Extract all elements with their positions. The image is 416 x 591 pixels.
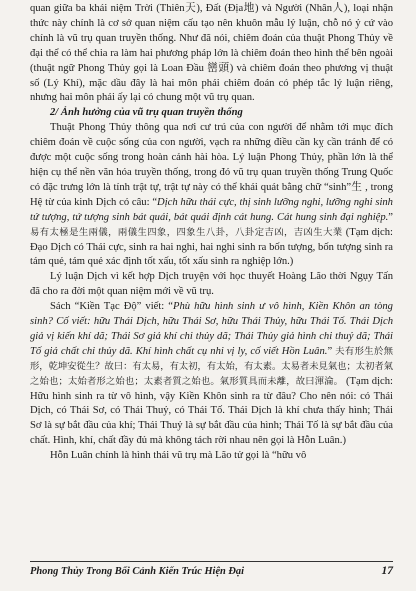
paragraph-2-translation: (Tạm dịch: Đạo Dịch có Thái cực, sinh ra hai nghi, hai nghi sinh ra bốn tượng, bốn tượng sinh ra tám quẻ, tám quẻ xác định tốt xấu, tốt xấu sinh ra nghiệp lớn.): [30, 226, 393, 268]
paragraph-4-text: Sách “Kiền Tạc Độ” viết: “: [50, 301, 173, 313]
paragraph-2: [30, 121, 393, 270]
paragraph-2-text: Thuật Phong Thủy thông qua nơi cư trú của con người để nhằm tới mục đích chiêm đoán về cuộc sống của con người, vạch ra những điều cần kỵ cần tránh để có được một cuộc sống trong hoàn cảnh hài hòa. Lý luận Phong Thủy, phần lớn là thể hiện cụ thể nền văn hóa truyền thống, trong đó vũ trụ quan truyền thống Trung Quốc có đặc trưng lớn là tính trật tự, trật tự này có thể khái quát bằng chữ “sinh”生 , trong Hệ từ của kinh Dịch có câu: “: [30, 122, 393, 208]
footer-divider: [30, 561, 393, 562]
body-text: [30, 2, 393, 464]
footer-book-title: Phong Thủy Trong Bối Cảnh Kiến Trúc Hiện Đại: [30, 566, 245, 577]
paragraph-4: [30, 300, 393, 449]
paragraph-2-quote: Dịch hữu thái cực, thị sinh lưỡng nghi, lưỡng nghi sinh tứ tượng, tứ tượng sinh bát quái, bát quái định cát hung. Cát hung sinh đại nghiệp.: [30, 196, 393, 223]
paragraph-1: quan giữa ba khái niệm Trời (Thiên天), Đất (Địa地) và Người (Nhân人), loại nhận thức này chính là cơ sở quan niệm cấu tạo nên khuôn mẫu lý luận, chỗ nó ỷ cứ vào chính là vũ trụ quan truyền thống. Như đã nói, chiêm đoán của thuật Phong Thủy về đại thể có thể chia ra làm hai phương pháp lớn là chiêm đoán theo hình thể bên ngoài (thuật ngữ Phong Thủy gọi là Loan Đầu 巒頭) và chiêm đoán theo phương vị thuật số (Lý Khí), mặc dầu đây là hai môn phái chiêm đoán có phép tắc lý luận riêng, nhưng hai môn phái ấy lại có chung một vũ trụ quan.: [30, 3, 393, 104]
paragraph-2-close: ”: [388, 211, 393, 223]
paragraph-4-translation: (Tạm dịch: Hữu hình sinh ra từ vô hình, vậy Kiền Khôn sinh ra từ đâu? Cho nên nói: có Thái Dịch, có Thái Sơ, có Thái Thuỷ, có Thái Tố. Thái Dịch là khí chưa thấy hình; Thái Sơ là sự bắt đầu của khí; Thái Thuỷ là sự bắt đầu của hình; Thái Tố là sự bắt đầu của chất. Hình, khí, chất đầy đủ mà không tách rời nhau nên gọi là Hỗn Luân.): [30, 375, 393, 447]
paragraph-4-quote: Phù hữu hình sinh ư vô hình, Kiền Khôn an tòng sinh? Cố viết: hữu Thái Dịch, hữu Thái Sơ, hữu Thái Thủy, hữu Thái Tố. Thái Dịch giả vị kiến khí dã; Thái Sơ giả khí chi thủy dã; Thái Thủy giả hình chi thuỷ dã; Thái Tố giả chất chi thủy dã. Khí hình chất cụ nhi vị ly, cố viết Hồn Luân.: [30, 301, 393, 357]
page-number: 17: [381, 565, 393, 577]
paragraph-4-chinese: 夫有形生於無形，乾坤安從生？故曰：有太易，有太初，有太始，有太素。太易者未見氣也；太初者氣之始也；太始者形之始也；太素者質之始也。氣形質具而未離，故曰渾淪。: [30, 346, 393, 387]
section-heading: 2/ Ảnh hưởng của vũ trụ quan truyền thống: [50, 107, 243, 119]
paragraph-2-chinese: 易有太極是生兩儀，兩儀生四象，四象生八卦，八卦定吉凶，吉凶生大業: [30, 227, 343, 238]
paragraph-3: Lý luận Dịch vì kết hợp Dịch truyện với học thuyết Hoàng Lão thời Ngụy Tấn đã cho ra đời một quan niệm mới về vũ trụ.: [30, 271, 393, 298]
paragraph-5: Hỗn Luân chính là hình thái vũ trụ mà Lão tử gọi là “hữu vô: [50, 450, 307, 462]
paragraph-4-close: ”: [327, 345, 336, 357]
